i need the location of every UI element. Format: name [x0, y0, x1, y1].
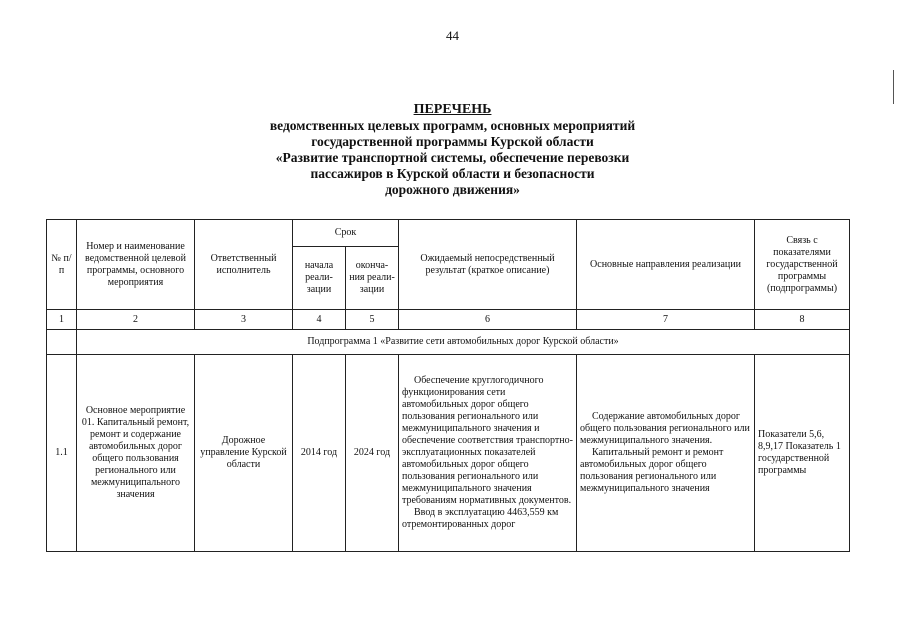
- row-name: Основное мероприятие 01. Капитальный ремонт, ремонт и содержание автомобильных дорог общего пользования регионального или межмуниципального значения: [77, 355, 195, 552]
- column-number: 7: [577, 310, 755, 330]
- program-table: [46, 219, 850, 552]
- column-number: 1: [47, 310, 77, 330]
- title-line: дорожного движения»: [385, 182, 520, 197]
- title-line: пассажиров в Курской области и безопасности: [310, 166, 595, 181]
- title-line: «Развитие транспортной системы, обеспечение перевозки: [275, 150, 630, 165]
- header-num: № п/п: [47, 220, 77, 310]
- title-main: ПЕРЕЧЕНЬ: [413, 102, 492, 117]
- row-result-p2: Ввод в эксплуатацию 4463,559 км отремонтированных дорог: [402, 507, 559, 530]
- title-line: государственной программы Курской области: [311, 134, 594, 149]
- header-responsible: Ответственный исполнитель: [195, 220, 293, 310]
- header-term-end: оконча-ния реали-зации: [346, 247, 399, 310]
- row-link: Показатели 5,6, 8,9,17 Показатель 1 государственной программы: [755, 355, 850, 552]
- row-num: 1.1: [47, 355, 77, 552]
- row-directions-p1: Содержание автомобильных дорог общего пользования регионального или межмуниципального значения.: [580, 411, 750, 446]
- header-directions: Основные направления реализации: [577, 220, 755, 310]
- page-number: 44: [446, 28, 459, 43]
- column-number: 2: [77, 310, 195, 330]
- row-directions: [577, 355, 755, 552]
- column-number: 6: [399, 310, 577, 330]
- column-number: 5: [346, 310, 399, 330]
- column-number: 4: [293, 310, 346, 330]
- column-numbers-row: [47, 310, 850, 330]
- document-title: [0, 102, 905, 198]
- header-name: Номер и наименование ведомственной целевой программы, основного мероприятия: [77, 220, 195, 310]
- row-directions-p2: Капитальный ремонт и ремонт автомобильных дорог общего пользования регионального или межмуниципального значения: [580, 447, 724, 494]
- row-result: [399, 355, 577, 552]
- header-result: Ожидаемый непосредственный результат (краткое описание): [399, 220, 577, 310]
- row-end: 2024 год: [346, 355, 399, 552]
- column-number: 3: [195, 310, 293, 330]
- header-link: Связь с показателями государственной программы (подпрограммы): [755, 220, 850, 310]
- subprogram-spacer: [47, 330, 77, 355]
- row-result-p1: Обеспечение круглогодичного функционирования сети автомобильных дорог общего пользования регионального или межмуниципального значения и обеспечение соответствия транспортно-эксплуатационных показателей автомобильных дорог общего пользования регионального или межмуниципального значения требованиям нормативных документов.: [402, 375, 573, 506]
- row-start: 2014 год: [293, 355, 346, 552]
- scan-edge-mark: [893, 70, 894, 104]
- subprogram-title: Подпрограмма 1 «Развитие сети автомобильных дорог Курской области»: [77, 330, 850, 355]
- table-row: [47, 355, 850, 552]
- header-term: Срок: [293, 220, 399, 247]
- column-number: 8: [755, 310, 850, 330]
- row-responsible: Дорожное управление Курской области: [195, 355, 293, 552]
- title-line: ведомственных целевых программ, основных мероприятий: [269, 118, 636, 133]
- header-term-start: начала реали-зации: [293, 247, 346, 310]
